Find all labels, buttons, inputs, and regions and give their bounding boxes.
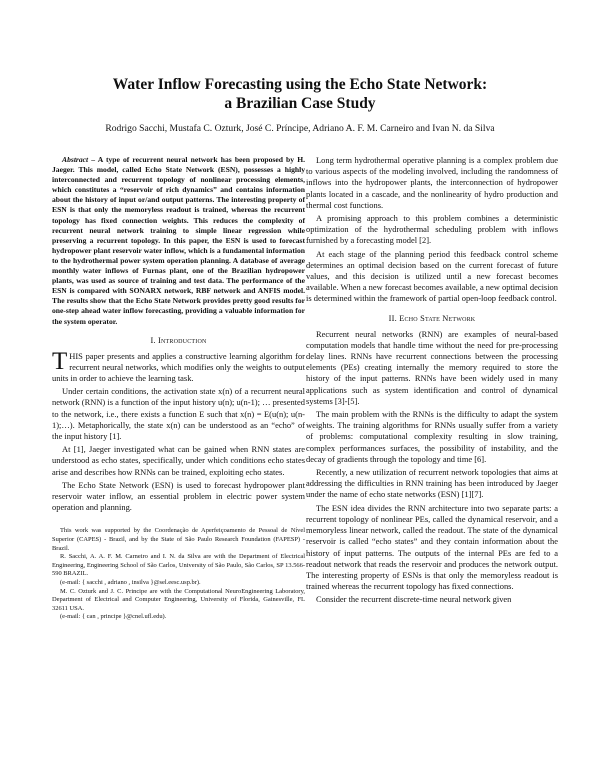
section-number: I. bbox=[150, 335, 156, 345]
footnote-email-usp: (e-mail: { sacchi , adriano , insilva }@sel.eesc.usp.br). bbox=[60, 579, 201, 586]
planning-paragraph-1: Long term hydrothermal operative planning is a complex problem due to various aspects of the modeling involved, including the randomness of inflows into the hydropower plants, the interconnection of hydropower plants located in a cascade, and the nonlinearity of hydro production and thermal cost functions. bbox=[306, 155, 558, 210]
right-column bbox=[306, 155, 558, 608]
planning-paragraph-3: At each stage of the planning period this feedback control scheme determines an optimal decision based on the current forecast of future values, and this decision is utilized until a new forecast becomes available. When a new forecast becomes available, a new optimal decision is determined within the framework of partial open-loop feedback control. bbox=[306, 248, 558, 304]
footnote-affiliation-usp: R. Sacchi, A. A. F. M. Carneiro and I. N. da Silva are with the Department of Electrical Engineering, Engineering School of São Carlos, University of São Paulo, São Carlos, SP 13.566-590 BRAZIL. bbox=[52, 553, 305, 578]
author-list: Rodrigo Sacchi, Mustafa C. Ozturk, José C. Príncipe, Adriano A. F. M. Carneiro and Ivan N. da Silva bbox=[105, 123, 495, 134]
section-title: Echo State Network bbox=[399, 313, 476, 323]
intro-paragraph-1-text: HIS paper presents and applies a constructive learning algorithm for recurrent neural networks, which modifies only the weights to output units in order to achieve the learning task. bbox=[52, 350, 305, 383]
section-title: Introduction bbox=[158, 335, 207, 345]
esn-paragraph-2: The main problem with the RNNs is the difficulty to adapt the system weights. The training algorithms for RNNs usually suffer from a variety of problems: computational complexity resulting in slow training, complex performances surfaces, the possibility of instability, and the decay of gradients through the topology and time [6]. bbox=[306, 409, 558, 464]
esn-paragraph-4: The ESN idea divides the RNN architecture into two separate parts: a recurrent topology of nonlinear PEs, called the dynamical reservoir, and a memoryless linear network, called the readout. The state of the dynamical reservoir is called “echo states” and they contain information about the history of input patterns. The outputs of the internal PEs are fed to a readout network that reads the reservoir and produces the network output. The interesting property of ESNs is that only the memoryless readout is trained whereas the recurrent topology has fixed connections. bbox=[306, 502, 558, 592]
drop-cap: T bbox=[52, 347, 68, 375]
footnotes bbox=[52, 527, 305, 622]
intro-paragraph-4: The Echo State Network (ESN) is used to forecast hydropower plant reservoir water inflow, an essential problem in electric power system operation and planning. bbox=[52, 479, 305, 513]
left-column bbox=[52, 155, 305, 622]
abstract-text: – A type of recurrent neural network has been proposed by H. Jaeger. This model, called Echo State Network (ESN), possesses a highly interconnected and recurrent topology of nonlinear processing elements, which constitutes a “reservoir of rich dynamics” and contains information about the history of input or/and output patterns. The interesting property of ESN is that only the memoryless readout is trained, whereas the recurrent topology has fixed connection weights. This reduces the complexity of recurrent neural network training to simple linear regression while preserving a recurrent topology. In this paper, the ESN is used to forecast hydropower plant reservoir water inflow, which is a fundamental information to the hydrothermal power system operation planning. A database of average monthly water inflows of Furnas plant, one of the Brazilian hydropower plants, was used as source of training and test data. The performance of the ESN is compared with SONARX network, RBF network and ANFIS model. The results show that the Echo State Network provides pretty good results for one-step ahead water inflow forecasting, providing a valuable information for the system operator. bbox=[52, 155, 305, 326]
title-line-1: Water Inflow Forecasting using the Echo State Network: bbox=[112, 76, 488, 93]
abstract bbox=[52, 155, 305, 327]
esn-paragraph-1: Recurrent neural networks (RNN) are examples of neural-based computation models that handle time without the need for pre-processing delay lines. RNNs have recurrent connections between the processing elements (PEs) creating internally the memory required to store the history of the input patterns. RNNs have been widely used in many applications such as system identification and control of dynamical systems [3]-[5]. bbox=[306, 328, 558, 406]
footnote-affiliation-uf: M. C. Ozturk and J. C. Principe are with the Computational NeuroEngineering Laboratory, Department of Electrical and Computer Engineering, University of Florida, Gainesville, FL 32611 USA. bbox=[52, 587, 305, 612]
planning-paragraph-2: A promising approach to this problem combines a deterministic optimization of the hydrothermal scheduling problem with inflows furnished by a forecasting model [2]. bbox=[306, 213, 558, 246]
footnote-funding: This work was supported by the Coordenação de Aperfeiçoamento de Pessoal de Nível Superior (CAPES) - Brazil, and by the State of São Paulo Research Foundation (FAPESP) - Brazil. bbox=[52, 527, 305, 552]
esn-paragraph-5: Consider the recurrent discrete-time neural network given bbox=[316, 594, 512, 605]
intro-paragraph-1 bbox=[52, 347, 305, 385]
title-line-2: a Brazilian Case Study bbox=[224, 95, 376, 112]
section-number: II. bbox=[388, 313, 397, 323]
esn-paragraph-3: Recently, a new utilization of recurrent network topologies that aims at addressing the difficulties in RNN training has been introduced by Jaeger under the name of echo state networks (ESN) [1][7]. bbox=[306, 467, 558, 500]
section-heading-esn bbox=[306, 314, 558, 323]
intro-paragraph-3: At [1], Jaeger investigated what can be gained when RNN states are understood as echo states, specifically, under which conditions echo states arise and describes how RNNs can be trained, exploiting echo states. bbox=[52, 444, 305, 477]
abstract-lead: Abstract bbox=[62, 155, 89, 164]
section-heading-introduction bbox=[52, 336, 305, 345]
intro-paragraph-2: Under certain conditions, the activation state x(n) of a recurrent neural network (RNN) is a function of the input history u(n); u(n-1); … presented to the network, i.e., there exists a function E such that x(n) = E(u(n); u(n-1);…). Metaphorically, the state x(n) can be understood as an “echo” of the input history [1]. bbox=[52, 386, 305, 442]
footnote-email-uf: (e-mail: { can , principe }@cnel.ufl.edu). bbox=[60, 613, 167, 621]
paper-title bbox=[40, 75, 560, 113]
